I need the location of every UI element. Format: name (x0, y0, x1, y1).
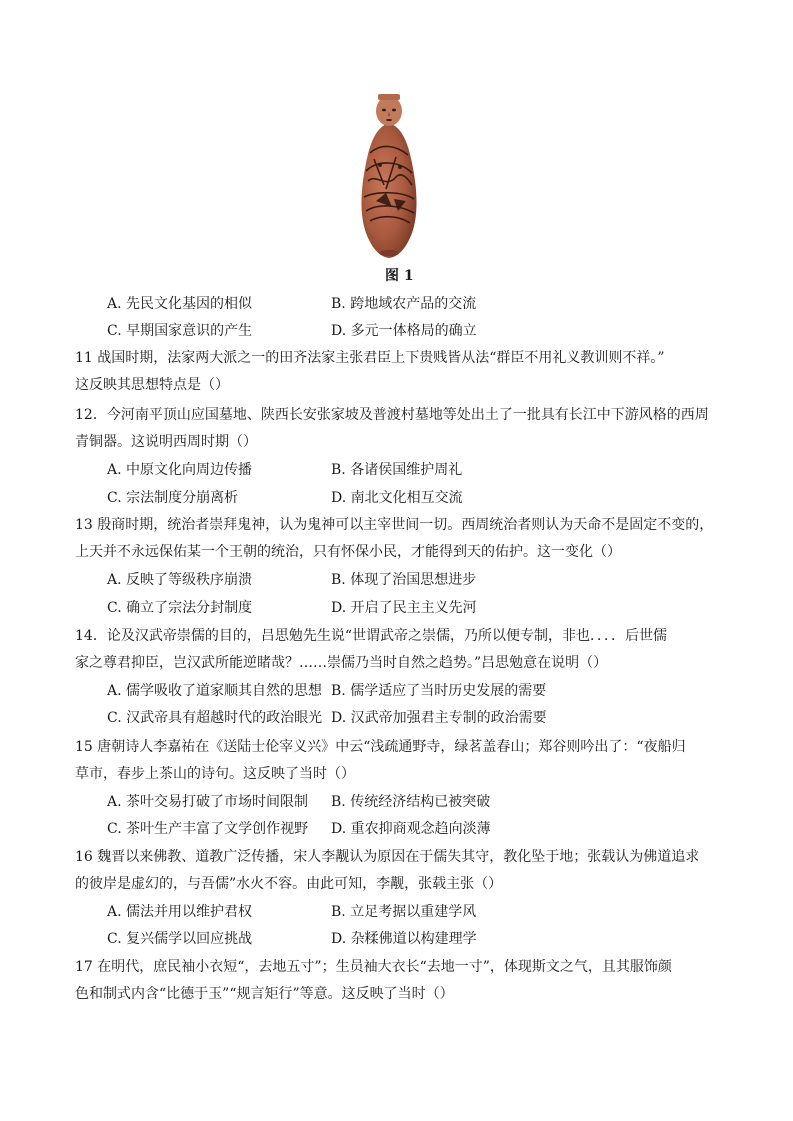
q16-stem-line1: 16 魏晋以来佛教、道教广泛传播，宋人李觏认为原因在于儒失其守，教化坠于地；张载认为佛道追求 (75, 849, 700, 865)
q15-option-a: A. 茶叶交易打破了市场时间限制 (107, 794, 309, 810)
q17-stem-line2: 色和制式内含“比德于玉”“规言矩行”等意。这反映了当时（） (75, 986, 454, 1002)
q10-option-a: A. 先民文化基因的相似 (107, 296, 253, 312)
q13-option-d: D. 开启了民主主义先河 (331, 600, 477, 616)
q12-option-c: C. 宗法制度分崩离析 (107, 490, 239, 506)
q12-stem-line1: 12．今河南平顶山应国墓地、陕西长安张家坡及普渡村墓地等处出土了一批具有长江中下游风格的西周 (75, 407, 709, 423)
q17-stem-line1: 17 在明代，庶民袖小衣短“，去地五寸”；生员袖大衣长“去地一寸”，体现斯文之气，且其服饰颜 (75, 959, 672, 975)
q12-option-b: B. 各诸侯国维护周礼 (331, 462, 463, 478)
q13-option-b: B. 体现了治国思想进步 (331, 572, 477, 588)
q11-stem-line2: 这反映其思想特点是（） (75, 377, 229, 393)
q15-option-c: C. 茶叶生产丰富了文学创作视野 (107, 821, 309, 837)
q10-option-c: C. 早期国家意识的产生 (107, 323, 253, 339)
q12-option-a: A. 中原文化向周边传播 (107, 462, 253, 478)
q12-option-d: D. 南北文化相互交流 (331, 490, 463, 506)
painted-pottery-vase-image (356, 93, 422, 261)
q15-stem-line2: 草市，春步上茶山的诗句。这反映了当时（） (75, 766, 355, 782)
q14-stem-line2: 家之尊君抑臣，岂汉武所能逆睹哉？……崇儒乃当时自然之趋势。”吕思勉意在说明（） (75, 655, 608, 671)
q16-option-b: B. 立足考据以重建学风 (331, 904, 477, 920)
q13-stem-line2: 上天并不永远保佑某一个王朝的统治，只有怀保小民，才能得到天的佑护。这一变化（） (75, 544, 621, 560)
q14-option-a: A. 儒学吸收了道家顺其自然的思想 (107, 683, 323, 699)
q14-option-b: B. 儒学适应了当时历史发展的需要 (331, 683, 547, 699)
q10-option-b: B. 跨地域农产品的交流 (331, 296, 477, 312)
q13-stem-line1: 13 殷商时期，统治者崇拜鬼神，认为鬼神可以主宰世间一切。西周统治者则认为天命不是固定不变的， (75, 517, 714, 533)
q15-stem-line1: 15 唐朝诗人李嘉祐在《送陆士伦宰义兴》中云“浅疏通野寺，绿茗盖春山；郑谷则吟出了：“夜船归 (75, 739, 686, 755)
q16-stem-line2: 的彼岸是虚幻的，与吾儒”水火不容。由此可知，李觏，张载主张（） (75, 876, 503, 892)
q11-stem-line1: 11 战国时期，法家两大派之一的田齐法家主张君臣上下贵贱皆从法“群臣不用礼义教训则不祥。” (75, 350, 665, 366)
q15-option-d: D. 重农抑商观念趋向淡薄 (331, 821, 491, 837)
q16-option-d: D. 杂糅佛道以构建理学 (331, 931, 477, 947)
q10-option-d: D. 多元一体格局的确立 (331, 323, 477, 339)
q14-option-c: C. 汉武帝具有超越时代的政治眼光 (107, 710, 323, 726)
q16-option-c: C. 复兴儒学以回应挑战 (107, 931, 253, 947)
q14-option-d: D. 汉武帝加强君主专制的政治需要 (331, 710, 547, 726)
q13-option-c: C. 确立了宗法分封制度 (107, 600, 253, 616)
q16-option-a: A. 儒法并用以维护君权 (107, 904, 253, 920)
figure-caption: 图 1 (385, 268, 414, 284)
q13-option-a: A. 反映了等级秩序崩溃 (107, 572, 253, 588)
q12-stem-line2: 青铜器。这说明西周时期（） (75, 434, 257, 450)
q14-stem-line1: 14．论及汉武帝崇儒的目的，吕思勉先生说“世谓武帝之崇儒，乃所以便专制，非也．．．．后世儒 (75, 628, 667, 644)
q15-option-b: B. 传统经济结构已被突破 (331, 794, 491, 810)
